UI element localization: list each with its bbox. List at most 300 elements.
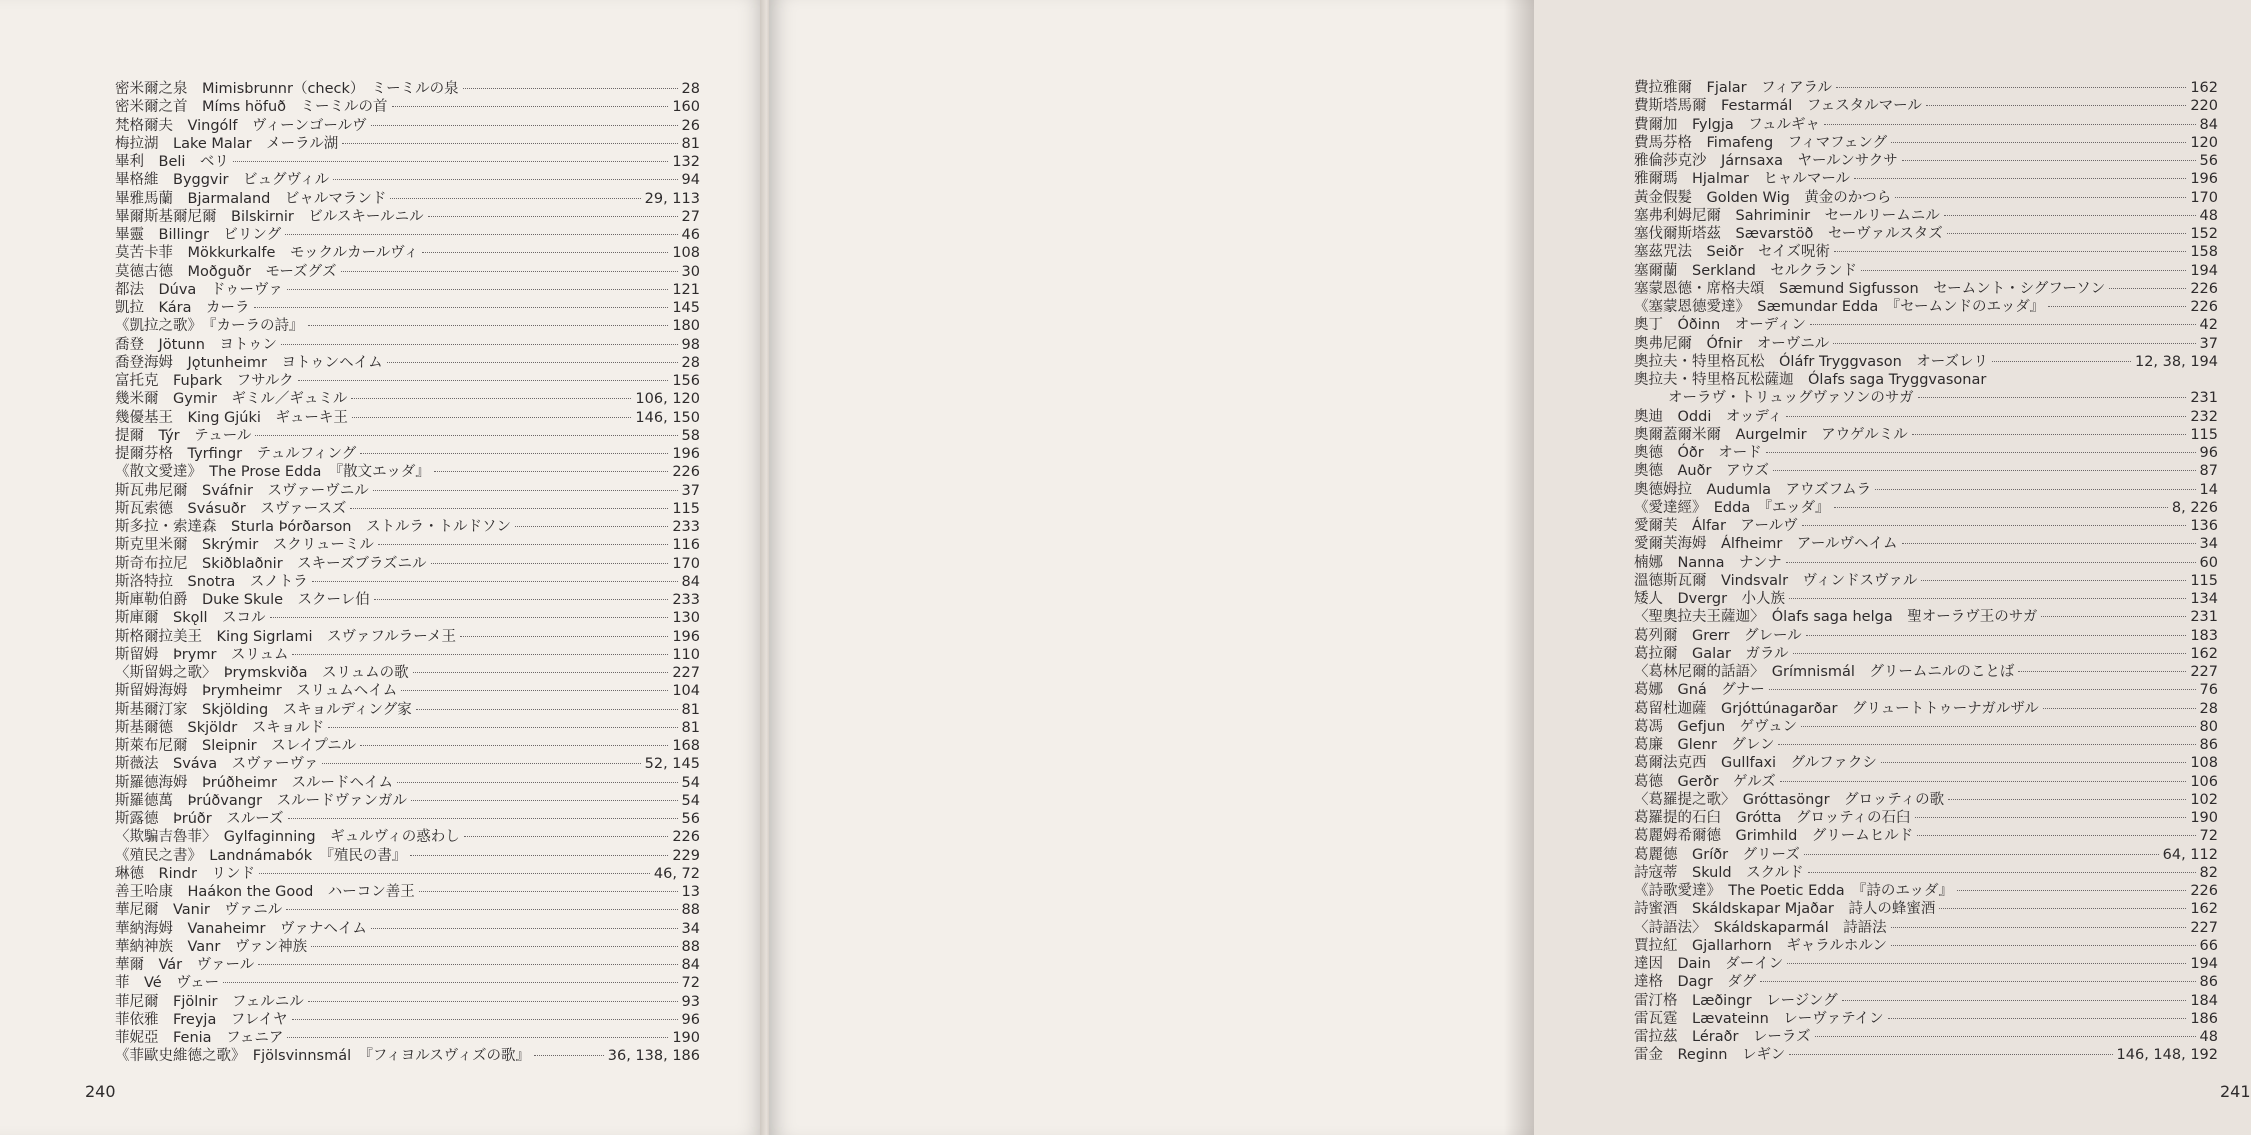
- right-index-list: [1634, 79, 2218, 1065]
- index-entry: [115, 80, 700, 98]
- page-number: 240: [85, 1082, 116, 1101]
- entry-term: 愛爾芙 Álfar アールヴ: [1634, 518, 1798, 534]
- index-entry: [115, 226, 700, 244]
- entry-pages: 108: [2190, 755, 2218, 772]
- dot-leader: [333, 179, 677, 180]
- index-entry: [1634, 335, 2218, 353]
- index-entry: [115, 208, 700, 226]
- dot-leader: [308, 325, 669, 326]
- entry-term: 塞蒙恩德・席格夫頌 Sæmund Sigfusson セームント・シグフーソン: [1634, 280, 2106, 297]
- dot-leader: [281, 344, 678, 345]
- dot-leader: [322, 763, 640, 764]
- entry-term: 斯基爾德 Skjöldr スキョルド: [115, 719, 325, 736]
- index-entry: [115, 500, 700, 518]
- dot-leader: [2041, 616, 2186, 617]
- entry-pages: 156: [672, 373, 700, 389]
- dot-leader: [1789, 598, 2186, 599]
- dot-leader: [1804, 854, 2159, 855]
- dot-leader: [288, 818, 678, 819]
- dot-leader: [2018, 671, 2186, 672]
- entry-term: 黃金假髮 Golden Wig 黄金のかつら: [1634, 189, 1892, 206]
- dot-leader: [422, 252, 668, 253]
- entry-term: 都法 Dúva ドゥーヴァ: [115, 281, 283, 298]
- index-entry: [115, 244, 700, 262]
- dot-leader: [341, 271, 678, 272]
- index-entry: [1634, 681, 2218, 699]
- entry-pages: 120: [2190, 134, 2218, 151]
- entry-term: 雷拉茲 Léraðr レーラズ: [1634, 1029, 1811, 1045]
- dot-leader: [416, 709, 678, 710]
- dot-leader: [397, 782, 678, 783]
- entry-pages: 170: [2190, 189, 2218, 206]
- entry-term: 斯留姆海姆 Þrymheimr スリュムヘイム: [115, 683, 398, 700]
- dot-leader: [1806, 635, 2187, 636]
- dot-leader: [1918, 397, 2187, 398]
- index-entry: [1634, 608, 2218, 626]
- index-entry: [1634, 827, 2218, 845]
- entry-term: 奧德 Auðr アウズ: [1634, 463, 1770, 480]
- index-entry: [115, 646, 700, 664]
- dot-leader: [1793, 653, 2187, 654]
- entry-term: 斯留姆 Þrymr スリュム: [115, 646, 289, 663]
- entry-pages: 58: [681, 427, 700, 444]
- dot-leader: [1780, 781, 2187, 782]
- entry-pages: 87: [2199, 463, 2218, 480]
- dot-leader: [287, 289, 668, 290]
- index-entry: [1634, 170, 2218, 188]
- index-entry: [1634, 97, 2218, 115]
- index-entry: [1634, 554, 2218, 572]
- index-entry: [115, 190, 700, 208]
- entry-term: 塞伐爾斯塔茲 Sævarstöð セーヴァルスタズ: [1634, 226, 1943, 242]
- entry-term: 斯露德 Þrúðr スルーズ: [115, 811, 284, 827]
- entry-term: 雅倫莎克沙 Járnsaxa ヤールンサクサ: [1634, 153, 1898, 169]
- entry-pages: 227: [672, 665, 700, 681]
- dot-leader: [1778, 744, 2195, 745]
- entry-term: 斯基爾汀家 Skjölding スキョルディング家: [115, 701, 412, 718]
- dot-leader: [371, 928, 678, 929]
- dot-leader: [292, 1019, 678, 1020]
- dot-leader: [460, 636, 668, 637]
- index-entry: [115, 664, 700, 682]
- dot-leader: [254, 307, 669, 308]
- entry-term: 畢格維 Byggvir ビュグヴィル: [115, 172, 330, 189]
- dot-leader: [1947, 233, 2187, 234]
- dot-leader: [373, 490, 678, 491]
- entry-pages: 27: [681, 208, 700, 225]
- index-entry: [1634, 791, 2218, 809]
- dot-leader: [434, 471, 668, 472]
- entry-pages: 26: [681, 117, 700, 134]
- entry-pages: 115: [672, 500, 700, 517]
- entry-term: 雷瓦霆 Lævateinn レーヴァテイン: [1634, 1010, 1884, 1027]
- entry-pages: 36, 138, 186: [607, 1048, 700, 1065]
- index-entry: [115, 774, 700, 792]
- index-entry: [1634, 152, 2218, 170]
- index-entry: [115, 865, 700, 883]
- dot-leader: [392, 106, 669, 107]
- entry-term: 奧拉夫・特里格瓦松 Óláfr Tryggvason オーズレリ: [1634, 353, 1989, 370]
- entry-term: 《凱拉之歌》 『カーラの詩』: [115, 318, 304, 335]
- entry-term: 華尼爾 Vanir ヴァニル: [115, 902, 283, 919]
- index-entry: [1634, 280, 2218, 298]
- entry-term: 費爾加 Fylgja フュルギャ: [1634, 116, 1821, 133]
- entry-pages: 121: [672, 281, 700, 298]
- entry-pages: 190: [2190, 810, 2218, 826]
- entry-pages: 231: [2190, 609, 2218, 626]
- index-entry: [1634, 225, 2218, 243]
- dot-leader: [308, 1001, 678, 1002]
- entry-term: 華納神族 Vanr ヴァン神族: [115, 938, 308, 955]
- entry-term: 菲妮亞 Fenia フェニア: [115, 1030, 284, 1046]
- entry-term: 〈葛林尼爾的話語〉 Grímnismál グリームニルのことば: [1634, 664, 2015, 680]
- dot-leader: [1917, 835, 2195, 836]
- entry-term: 奧拉夫・特里格瓦松薩迦 Ólafs saga Tryggvasonar: [1634, 372, 1987, 388]
- entry-pages: 12, 38, 194: [2134, 353, 2218, 370]
- entry-pages: 106, 120: [635, 391, 700, 408]
- dot-leader: [1810, 324, 2196, 325]
- entry-term: 斯瓦索德 Svásuðr スヴァースズ: [115, 500, 347, 517]
- index-entry: [1634, 1046, 2218, 1064]
- index-entry: [115, 354, 700, 372]
- index-entry: [115, 171, 700, 189]
- entry-pages: 146, 148, 192: [2116, 1047, 2218, 1064]
- entry-term: 詩寇蒂 Skuld スクルド: [1634, 864, 1804, 881]
- dot-leader: [1921, 580, 2186, 581]
- entry-pages: 29, 113: [644, 190, 700, 207]
- entry-pages: 34: [681, 920, 700, 937]
- dot-leader: [1948, 799, 2186, 800]
- entry-pages: 196: [672, 628, 700, 645]
- dot-leader: [1842, 1000, 2187, 1001]
- entry-pages: 227: [2190, 664, 2218, 680]
- entry-pages: 190: [672, 1030, 700, 1046]
- entry-pages: 226: [2190, 280, 2218, 297]
- entry-pages: 130: [672, 610, 700, 627]
- index-entry: [1634, 243, 2218, 261]
- entry-term: 斯多拉・索達森 Sturla Þórðarson ストルラ・トルドソン: [115, 519, 512, 535]
- dot-leader: [1902, 543, 2196, 544]
- entry-term: 奧爾蓋爾米爾 Aurgelmir アウゲルミル: [1634, 426, 1908, 443]
- entry-pages: 30: [681, 263, 700, 280]
- entry-term: 雅爾瑪 Hjalmar ヒャルマール: [1634, 171, 1851, 188]
- entry-term: 楠娜 Nanna ナンナ: [1634, 554, 1782, 571]
- entry-term: 《塞蒙恩德愛達》 Sæmundar Edda 『セームンドのエッダ』: [1634, 299, 2045, 315]
- dot-leader: [1895, 197, 2186, 198]
- entry-pages: 160: [672, 99, 700, 116]
- entry-pages: 104: [672, 683, 700, 700]
- index-entry: [1634, 1010, 2218, 1028]
- entry-pages: 146, 150: [635, 409, 700, 426]
- entry-term: 〈欺騙吉魯菲〉 Gylfaginning ギュルヴィの惑わし: [115, 829, 460, 846]
- dot-leader: [1833, 343, 2195, 344]
- dot-leader: [1902, 160, 2196, 161]
- dot-leader: [1891, 927, 2187, 928]
- entry-pages: 56: [2199, 153, 2218, 169]
- index-entry: [115, 974, 700, 992]
- entry-term: 賈拉紅 Gjallarhorn ギャラルホルン: [1634, 937, 1887, 954]
- index-entry: [115, 737, 700, 755]
- entry-term: 密米爾之首 Míms höfuð ミーミルの首: [115, 99, 388, 116]
- entry-term: 斯洛特拉 Snotra スノトラ: [115, 573, 308, 590]
- entry-term: 《菲歐史維德之歌》 Fjölsvinnsmál 『フィヨルスヴィズの歌』: [115, 1048, 530, 1065]
- entry-term: 葛娜 Gná グナー: [1634, 682, 1765, 699]
- entry-term: 塞弗利姆尼爾 Sahriminir セールリームニル: [1634, 207, 1940, 224]
- index-entry: [1634, 645, 2218, 663]
- entry-pages: 66: [2199, 937, 2218, 954]
- entry-pages: 132: [672, 154, 700, 170]
- entry-term: 凱拉 Kára カーラ: [115, 300, 250, 316]
- index-entry: [1634, 408, 2218, 426]
- index-entry: [115, 317, 700, 335]
- entry-pages: 72: [681, 975, 700, 992]
- dot-leader: [2048, 306, 2186, 307]
- right-page: [769, 0, 2251, 1135]
- entry-term: 華納海姆 Vanaheimr ヴァナヘイム: [115, 920, 367, 937]
- entry-pages: 233: [672, 519, 700, 535]
- index-entry: [1634, 134, 2218, 152]
- index-entry: [115, 938, 700, 956]
- dot-leader: [410, 855, 668, 856]
- dot-leader: [1786, 562, 2196, 563]
- index-entry: [1634, 882, 2218, 900]
- entry-term: 奧迪 Oddi オッディ: [1634, 408, 1783, 425]
- entry-term: 斯奇布拉尼 Skiðblaðnir スキーズブラズニル: [115, 555, 427, 572]
- index-entry: [115, 956, 700, 974]
- index-entry: [115, 682, 700, 700]
- entry-term: 雷金 Reginn レギン: [1634, 1047, 1786, 1064]
- entry-term: 斯羅德萬 Þrúðvangr スルードヴァンガル: [115, 792, 407, 809]
- dot-leader: [1861, 270, 2186, 271]
- entry-term: 〈聖奧拉夫王薩迦〉 Ólafs saga helga 聖オーラヴ王のサガ: [1634, 609, 2038, 626]
- dot-leader: [1786, 416, 2186, 417]
- entry-pages: 145: [672, 300, 700, 316]
- entry-pages: 134: [2190, 591, 2218, 607]
- page-edge-shadow: [1504, 0, 1534, 1135]
- index-entry: [115, 1029, 700, 1047]
- entry-pages: 162: [2190, 80, 2218, 96]
- dot-leader: [1834, 251, 2186, 252]
- entry-pages: 52, 145: [644, 756, 700, 773]
- index-entry: [115, 828, 700, 846]
- dot-leader: [1808, 872, 2196, 873]
- entry-term: 葛列爾 Grerr グレール: [1634, 627, 1802, 644]
- dot-leader: [1802, 525, 2187, 526]
- dot-leader: [2109, 288, 2186, 289]
- page-number: 241: [2220, 1082, 2251, 1101]
- entry-pages: 158: [2190, 244, 2218, 261]
- index-entry: [115, 1011, 700, 1029]
- index-entry: [115, 299, 700, 317]
- entry-pages: 81: [681, 135, 700, 152]
- index-entry: [115, 1047, 700, 1065]
- entry-term: 〈葛羅提之歌〉 Gróttasöngr グロッティの歌: [1634, 791, 1945, 808]
- dot-leader: [255, 435, 677, 436]
- index-entry: [115, 536, 700, 554]
- entry-term: 塞爾蘭 Serkland セルクランド: [1634, 262, 1858, 279]
- dot-leader: [1944, 215, 2196, 216]
- index-entry: [1634, 499, 2218, 517]
- entry-term: 費斯塔馬爾 Festarmál フェスタルマール: [1634, 98, 1922, 115]
- index-entry: [1634, 1028, 2218, 1046]
- index-entry: [1634, 919, 2218, 937]
- index-entry: [115, 883, 700, 901]
- entry-term: 畢爾斯基爾尼爾 Bilskirnir ビルスキールニル: [115, 208, 424, 225]
- dot-leader: [428, 216, 678, 217]
- dot-leader: [1915, 817, 2187, 818]
- index-entry: [1634, 189, 2218, 207]
- entry-term: 《詩歌愛達》 The Poetic Edda 『詩のエッダ』: [1634, 883, 1954, 899]
- entry-pages: 196: [2190, 171, 2218, 188]
- dot-leader: [1773, 470, 2196, 471]
- index-entry: [115, 135, 700, 153]
- entry-term: 菲尼爾 Fjölnir フェルニル: [115, 993, 304, 1010]
- entry-pages: 37: [681, 482, 700, 499]
- entry-term: 幾優基王 King Gjúki ギューキ王: [115, 409, 348, 426]
- entry-term: 提爾芬格 Tyrfingr テュルフィング: [115, 446, 357, 462]
- entry-term: 〈斯留姆之歌〉 Þrymskviða スリュムの歌: [115, 665, 409, 681]
- index-entry: [115, 263, 700, 281]
- entry-pages: 229: [672, 847, 700, 864]
- dot-leader: [350, 508, 668, 509]
- index-entry: [1634, 900, 2218, 918]
- entry-term: 葛馮 Gefjun ゲヴュン: [1634, 718, 1798, 735]
- dot-leader: [1912, 434, 2187, 435]
- dot-leader: [1926, 105, 2186, 106]
- entry-pages: 86: [2199, 737, 2218, 753]
- entry-term: 〈詩語法〉 Skáldskaparmál 詩語法: [1634, 919, 1887, 936]
- entry-pages: 60: [2199, 554, 2218, 571]
- entry-term: 奧德 Óðr オード: [1634, 445, 1762, 461]
- entry-pages: 226: [672, 464, 700, 481]
- entry-pages: 84: [681, 573, 700, 590]
- entry-pages: 116: [672, 537, 700, 554]
- dot-leader: [287, 1037, 668, 1038]
- index-entry: [1634, 262, 2218, 280]
- index-entry: [1634, 937, 2218, 955]
- entry-pages: 88: [681, 938, 700, 955]
- entry-pages: 102: [2190, 791, 2218, 808]
- entry-term: 華爾 Vár ヴァール: [115, 957, 255, 973]
- index-entry: [1634, 353, 2218, 371]
- entry-pages: 194: [2190, 262, 2218, 279]
- index-entry: [1634, 846, 2218, 864]
- entry-pages: 28: [681, 81, 700, 97]
- entry-pages: 54: [681, 774, 700, 791]
- entry-term: 奧德姆拉 Audumla アウズフムラ: [1634, 481, 1872, 498]
- dot-leader: [1875, 489, 2195, 490]
- entry-pages: 72: [2199, 828, 2218, 845]
- index-entry: [1634, 627, 2218, 645]
- entry-term: 喬登 Jötunn ヨトゥン: [115, 336, 278, 353]
- entry-pages: 226: [2190, 299, 2218, 315]
- index-entry: [115, 609, 700, 627]
- entry-pages: 93: [681, 993, 700, 1010]
- entry-pages: 56: [681, 811, 700, 827]
- entry-pages: 94: [681, 172, 700, 189]
- index-entry: [1634, 207, 2218, 225]
- index-entry: [115, 409, 700, 427]
- entry-term: 斯庫爾 Skǫll スコル: [115, 610, 266, 627]
- entry-pages: 37: [2199, 335, 2218, 352]
- index-entry: [1634, 426, 2218, 444]
- entry-term: 梵格爾夫 Vingólf ヴィーンゴールヴ: [115, 117, 367, 134]
- index-entry: [115, 901, 700, 919]
- entry-pages: 81: [681, 719, 700, 736]
- dot-leader: [374, 599, 669, 600]
- dot-leader: [515, 526, 668, 527]
- entry-term: 梅拉湖 Lake Malar メーラル湖: [115, 135, 339, 152]
- index-entry: [115, 336, 700, 354]
- index-entry: [1634, 955, 2218, 973]
- index-entry: [1634, 444, 2218, 462]
- entry-pages: 196: [672, 446, 700, 462]
- entry-term: 斯瓦弗尼爾 Sváfnir スヴァーヴニル: [115, 482, 369, 499]
- index-entry: [115, 719, 700, 737]
- entry-term: 斯庫勒伯爵 Duke Skule スクーレ伯: [115, 592, 370, 608]
- entry-term: 幾米爾 Gymir ギミル／ギュミル: [115, 391, 348, 408]
- dot-leader: [1891, 142, 2186, 143]
- entry-term: 斯萊布尼爾 Sleipnir スレイプニル: [115, 738, 357, 754]
- entry-pages: 28: [2199, 700, 2218, 717]
- index-entry: [1634, 754, 2218, 772]
- index-entry: [1634, 992, 2218, 1010]
- index-entry: [1634, 773, 2218, 791]
- left-page: [0, 0, 765, 1135]
- index-entry: [115, 153, 700, 171]
- dot-leader: [1957, 890, 2186, 891]
- entry-pages: 46: [681, 227, 700, 243]
- entry-term: 奧弗尼爾 Ófnir オーヴニル: [1634, 335, 1830, 352]
- dot-leader: [534, 1055, 604, 1056]
- dot-leader: [233, 161, 668, 162]
- entry-pages: 96: [681, 1011, 700, 1028]
- index-entry: [1634, 462, 2218, 480]
- dot-leader: [223, 982, 677, 983]
- entry-pages: 184: [2190, 992, 2218, 1009]
- dot-leader: [298, 380, 669, 381]
- entry-pages: 34: [2199, 536, 2218, 553]
- entry-pages: 194: [2190, 956, 2218, 972]
- entry-pages: 226: [672, 829, 700, 846]
- index-entry: [1634, 718, 2218, 736]
- entry-pages: 168: [672, 738, 700, 754]
- dot-leader: [390, 198, 640, 199]
- dot-leader: [1801, 726, 2195, 727]
- dot-leader: [1769, 689, 2196, 690]
- entry-pages: 81: [681, 701, 700, 718]
- entry-pages: 136: [2190, 518, 2218, 534]
- index-entry: [1634, 700, 2218, 718]
- entry-pages: 86: [2199, 974, 2218, 991]
- entry-pages: 186: [2190, 1010, 2218, 1027]
- entry-pages: 84: [681, 957, 700, 973]
- dot-leader: [1834, 507, 2168, 508]
- entry-pages: 82: [2199, 864, 2218, 881]
- entry-pages: 226: [2190, 883, 2218, 899]
- index-entry: [1634, 973, 2218, 991]
- entry-pages: 14: [2199, 481, 2218, 498]
- entry-pages: 28: [681, 354, 700, 371]
- index-entry: [1634, 389, 2218, 407]
- index-entry: [1634, 572, 2218, 590]
- dot-leader: [1888, 1018, 2187, 1019]
- entry-term: 塞茲咒法 Seiðr セイズ呪術: [1634, 244, 1830, 261]
- index-entry: [115, 755, 700, 773]
- dot-leader: [401, 690, 668, 691]
- index-entry: [1634, 535, 2218, 553]
- entry-pages: 80: [2199, 718, 2218, 735]
